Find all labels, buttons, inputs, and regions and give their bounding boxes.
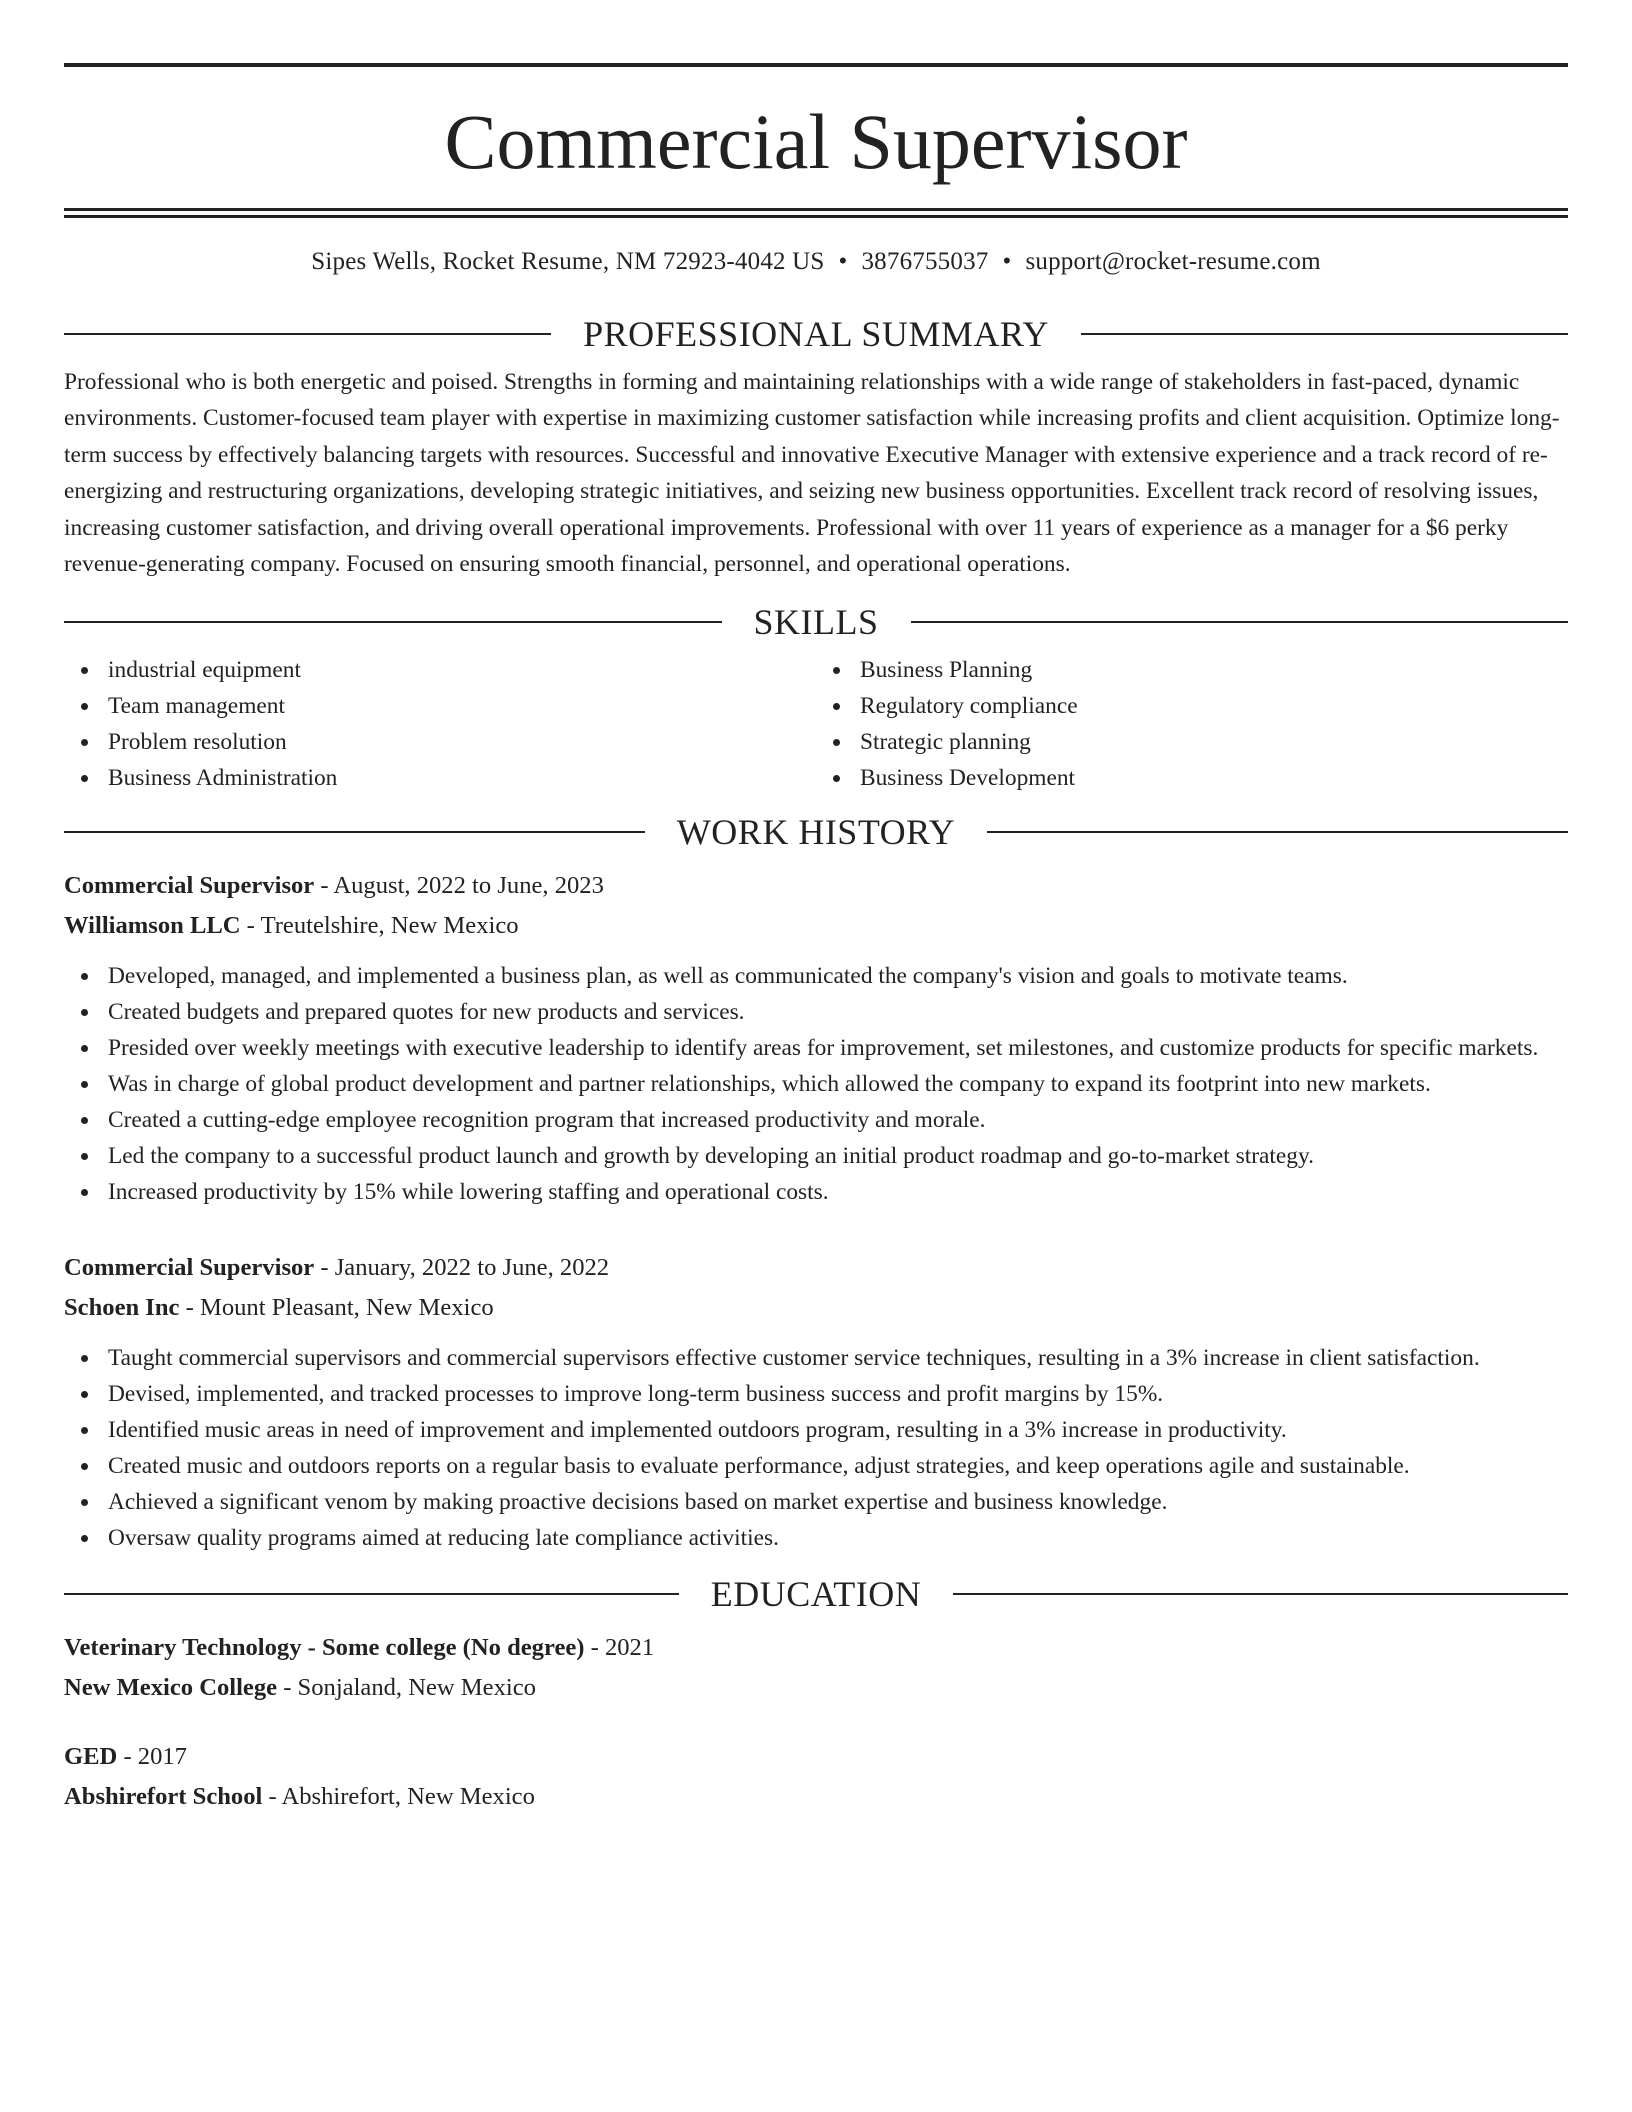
skill-item: Problem resolution — [64, 724, 816, 760]
job-bullet: Oversaw quality programs aimed at reducing late compliance activities. — [64, 1520, 1568, 1556]
section-title: PROFESSIONAL SUMMARY — [583, 314, 1049, 354]
top-rule — [64, 63, 1568, 67]
contact-line — [64, 247, 1568, 277]
education-location: - Sonjaland, New Mexico — [277, 1674, 536, 1702]
contact-separator: • — [1002, 248, 1012, 275]
skill-item: Regulatory compliance — [816, 688, 1568, 724]
skill-item: Business Planning — [816, 652, 1568, 688]
job-bullet: Created budgets and prepared quotes for new products and services. — [64, 994, 1568, 1030]
education-degree-line — [64, 1737, 1568, 1777]
education-school-line — [64, 1668, 1568, 1708]
heading-rule — [64, 621, 722, 623]
education-degree: Veterinary Technology - Some college (No degree) — [64, 1634, 585, 1662]
job-bullet: Led the company to a successful product launch and growth by developing an initial product roadmap and go-to-market strategy. — [64, 1138, 1568, 1174]
job-bullet: Achieved a significant venom by making proactive decisions based on market expertise and business knowledge. — [64, 1484, 1568, 1520]
job-location: - Mount Pleasant, New Mexico — [179, 1294, 494, 1322]
contact-email: support@rocket-resume.com — [1025, 248, 1321, 275]
job-bullets — [64, 1340, 1568, 1556]
job-title: Commercial Supervisor — [64, 1254, 315, 1282]
skills-list — [64, 652, 1568, 796]
education-degree: GED — [64, 1743, 118, 1771]
summary-text: Professional who is both energetic and poised. Strengths in forming and maintaining relationships with a wide range of stakeholders in fast-paced, dynamic environments. Customer-focused team player with expertise in maximizing customer satisfaction while increasing profits and client acquisition. Optimize long-term success by effectively balancing targets with resources. Successful and innovative Executive Manager with extensive experience and a track record of re-energizing and restructuring organizations, developing strategic initiatives, and seizing new business opportunities. Excellent track record of resolving issues, increasing customer satisfaction, and driving overall operational improvements. Professional with over 11 years of experience as a manager for a $6 perky revenue-generating company. Focused on ensuring smooth financial, personnel, and operational operations. — [64, 369, 1560, 578]
job-entry — [64, 866, 1568, 1210]
skills-column-left — [64, 652, 816, 796]
job-bullet: Created music and outdoors reports on a regular basis to evaluate performance, adjust strategies, and keep operations agile and sustainable. — [64, 1448, 1568, 1484]
education-entry — [64, 1737, 1568, 1817]
section-title: WORK HISTORY — [676, 812, 956, 853]
section-heading-work-history — [64, 812, 1568, 852]
job-location: - Treutelshire, New Mexico — [240, 912, 519, 940]
job-company-line — [64, 1288, 1568, 1328]
education-year: - 2021 — [584, 1634, 655, 1662]
heading-rule — [953, 1593, 1568, 1595]
education-degree-line — [64, 1628, 1568, 1668]
job-title-line — [64, 1248, 1568, 1288]
education-school-line — [64, 1777, 1568, 1817]
job-company: Schoen Inc — [64, 1294, 180, 1322]
skills-column-right — [816, 652, 1568, 796]
job-company: Williamson LLC — [64, 912, 241, 940]
section-heading-summary — [64, 314, 1568, 354]
heading-rule — [64, 831, 645, 833]
contact-address: Sipes Wells, Rocket Resume, NM 72923-4042 US — [311, 248, 825, 275]
job-bullet: Devised, implemented, and tracked processes to improve long-term business success and profit margins by 15%. — [64, 1376, 1568, 1412]
skill-item: Business Development — [816, 760, 1568, 796]
job-dates: - August, 2022 to June, 2023 — [314, 872, 604, 900]
heading-rule — [64, 333, 551, 335]
skill-item: Business Administration — [64, 760, 816, 796]
heading-rule — [64, 1593, 679, 1595]
job-company-line — [64, 906, 1568, 946]
job-bullet: Identified music areas in need of improvement and implemented outdoors program, resulting in a 3% increase in productivity. — [64, 1412, 1568, 1448]
section-title: SKILLS — [753, 602, 879, 643]
job-bullet: Was in charge of global product development and partner relationships, which allowed the company to expand its footprint into new markets. — [64, 1066, 1568, 1102]
contact-phone: 3876755037 — [861, 248, 989, 275]
job-dates: - January, 2022 to June, 2022 — [314, 1254, 610, 1282]
double-rule — [64, 208, 1568, 218]
education-school: New Mexico College — [64, 1674, 278, 1702]
education-location: - Abshirefort, New Mexico — [262, 1783, 535, 1811]
heading-rule — [1081, 333, 1568, 335]
job-bullet: Taught commercial supervisors and commercial supervisors effective customer service techniques, resulting in a 3% increase in client satisfaction. — [64, 1340, 1568, 1376]
heading-rule — [911, 621, 1569, 623]
job-title: Commercial Supervisor — [64, 872, 315, 900]
contact-separator: • — [838, 248, 848, 275]
education-entry — [64, 1628, 1568, 1708]
job-bullet: Developed, managed, and implemented a business plan, as well as communicated the company's vision and goals to motivate teams. — [64, 958, 1568, 994]
section-title: EDUCATION — [710, 1574, 922, 1615]
job-bullet: Created a cutting-edge employee recognition program that increased productivity and morale. — [64, 1102, 1568, 1138]
job-entry — [64, 1248, 1568, 1556]
skill-item: industrial equipment — [64, 652, 816, 688]
section-heading-skills — [64, 602, 1568, 642]
education-year: - 2017 — [117, 1743, 187, 1771]
education-school: Abshirefort School — [64, 1783, 263, 1811]
section-heading-education — [64, 1574, 1568, 1614]
skill-item: Team management — [64, 688, 816, 724]
job-title-line — [64, 866, 1568, 906]
skill-item: Strategic planning — [816, 724, 1568, 760]
job-bullet: Presided over weekly meetings with executive leadership to identify areas for improvement, set milestones, and customize products for specific markets. — [64, 1030, 1568, 1066]
resume-name: Commercial Supervisor — [444, 98, 1188, 185]
heading-rule — [987, 831, 1568, 833]
job-bullet: Increased productivity by 15% while lowering staffing and operational costs. — [64, 1174, 1568, 1210]
job-bullets — [64, 958, 1568, 1210]
